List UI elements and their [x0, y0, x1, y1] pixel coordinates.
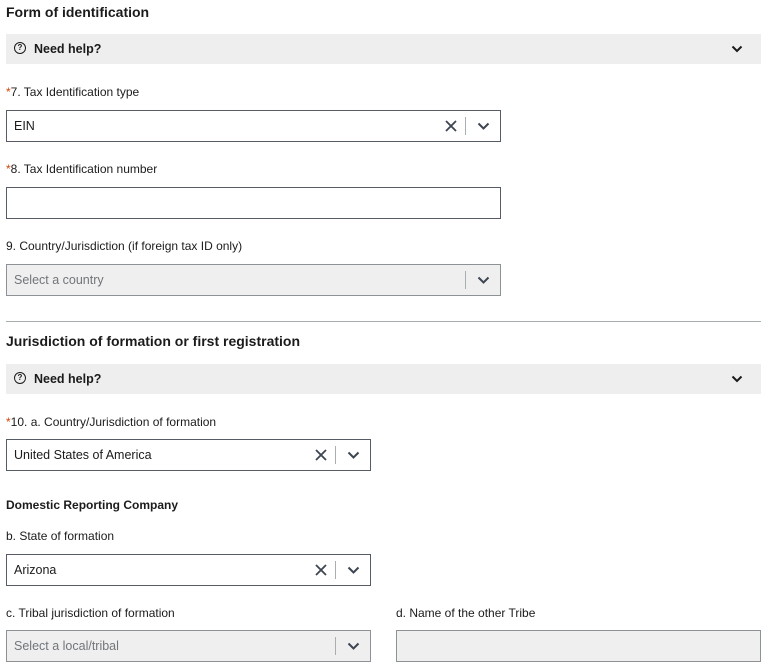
tax-id-type-value: EIN — [14, 119, 35, 133]
state-of-formation-label: b. State of formation — [6, 529, 115, 543]
country-of-formation-value: United States of America — [14, 448, 152, 462]
country-of-formation-label-text: 10. a. Country/Jurisdiction of formation — [10, 415, 217, 429]
chevron-down-icon — [731, 375, 743, 383]
tribal-jurisdiction-label: c. Tribal jurisdiction of formation — [6, 606, 175, 620]
tax-id-type-select[interactable] — [6, 110, 501, 142]
state-of-formation-value: Arizona — [14, 563, 57, 577]
required-marker: * — [6, 162, 11, 176]
section-title-form-of-identification: Form of identification — [6, 4, 150, 20]
country-of-formation-label — [6, 415, 216, 429]
need-help-accordion-2[interactable] — [6, 364, 761, 394]
question-circle-icon: ? — [14, 372, 26, 384]
chevron-down-icon[interactable] — [336, 555, 370, 585]
need-help-accordion-1[interactable] — [6, 34, 761, 64]
chevron-down-icon[interactable] — [466, 111, 500, 141]
tribal-select-placeholder: Select a local/tribal — [14, 639, 119, 653]
need-help-label: Need help? — [34, 42, 102, 56]
chevron-down-icon — [731, 45, 743, 53]
required-marker: * — [6, 85, 11, 99]
close-icon[interactable] — [307, 440, 335, 470]
tax-id-type-label-text: 7. Tax Identification type — [10, 85, 140, 99]
required-marker: * — [6, 415, 11, 429]
country-jurisdiction-label: 9. Country/Jurisdiction (if foreign tax ID only) — [6, 239, 243, 253]
section-divider — [6, 321, 761, 322]
country-of-formation-select[interactable] — [6, 439, 371, 471]
tax-id-type-label — [6, 85, 139, 99]
chevron-down-icon[interactable] — [466, 265, 500, 295]
domestic-reporting-company-heading: Domestic Reporting Company — [6, 498, 179, 512]
other-tribe-name-input[interactable] — [396, 630, 761, 662]
tribal-jurisdiction-select[interactable] — [6, 630, 371, 662]
chevron-down-icon[interactable] — [336, 631, 370, 661]
close-icon[interactable] — [307, 555, 335, 585]
tax-id-number-input[interactable] — [6, 187, 501, 219]
chevron-down-icon[interactable] — [336, 440, 370, 470]
need-help-label: Need help? — [34, 372, 102, 386]
state-of-formation-select[interactable] — [6, 554, 371, 586]
country-select-placeholder: Select a country — [14, 273, 104, 287]
tax-id-number-label — [6, 162, 157, 176]
close-icon[interactable] — [437, 111, 465, 141]
question-circle-icon: ? — [14, 42, 26, 54]
tax-id-number-label-text: 8. Tax Identification number — [10, 162, 158, 176]
other-tribe-name-label: d. Name of the other Tribe — [396, 606, 536, 620]
country-jurisdiction-select[interactable] — [6, 264, 501, 296]
section-title-jurisdiction-of-formation: Jurisdiction of formation or first registration — [6, 333, 301, 349]
